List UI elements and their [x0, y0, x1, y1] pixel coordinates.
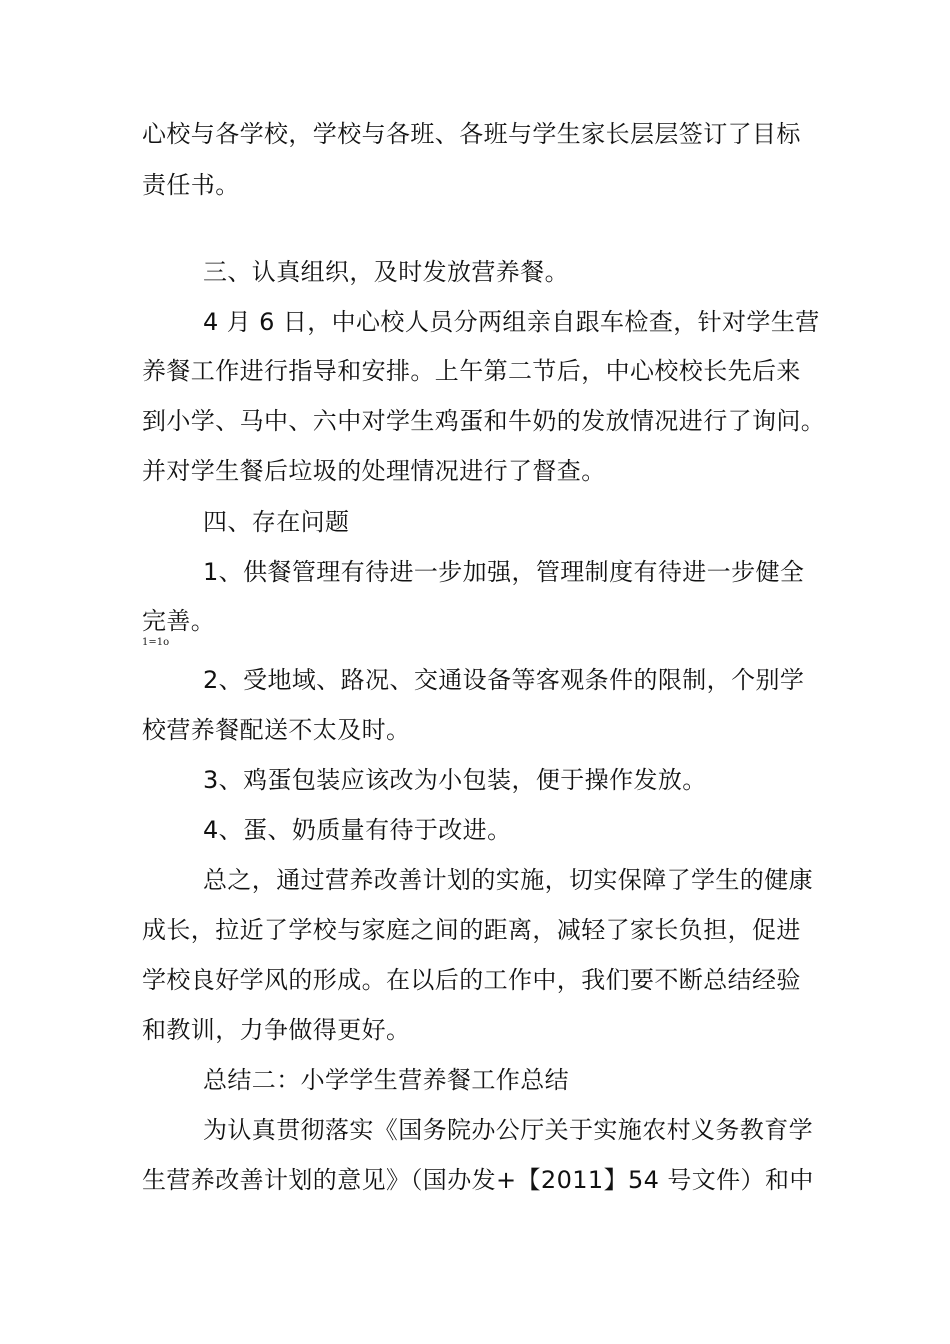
paragraph-line: 心校与各学校，学校与各班、各班与学生家长层层签订了目标: [142, 120, 801, 148]
paragraph-line: 成长，拉近了学校与家庭之间的距离，减轻了家长负担，促进: [142, 916, 801, 944]
list-item-4: 4、蛋、奶质量有待于改进。: [203, 816, 512, 844]
section-heading-4: 四、存在问题: [203, 508, 350, 536]
list-item-1: 1、供餐管理有待进一步加强，管理制度有待进一步健全: [203, 558, 805, 586]
paragraph-line: 责任书。: [142, 171, 240, 199]
section-heading-3: 三、认真组织，及时发放营养餐。: [203, 258, 569, 286]
paragraph-line: 为认真贯彻落实《国务院办公厅关于实施农村义务教育学: [203, 1116, 813, 1144]
section-title: 总结二：小学学生营养餐工作总结: [203, 1066, 569, 1094]
paragraph-line: 总之，通过营养改善计划的实施，切实保障了学生的健康: [203, 866, 813, 894]
paragraph-line: 并对学生餐后垃圾的处理情况进行了督查。: [142, 457, 606, 485]
paragraph-line: 生营养改善计划的意见》（国办发+【2011】54 号文件）和中: [142, 1166, 814, 1194]
list-item-2-continuation: 校营养餐配送不太及时。: [142, 716, 411, 744]
paragraph-line: 学校良好学风的形成。在以后的工作中，我们要不断总结经验: [142, 966, 801, 994]
paragraph-line: 养餐工作进行指导和安排。上午第二节后，中心校校长先后来: [142, 357, 801, 385]
paragraph-line: 和教训，力争做得更好。: [142, 1016, 411, 1044]
list-item-1-continuation: 完善。: [142, 607, 216, 635]
small-mark: 1=1o: [142, 637, 170, 648]
paragraph-line: 4 月 6 日，中心校人员分两组亲自跟车检查，针对学生营: [203, 308, 820, 336]
list-item-3: 3、鸡蛋包装应该改为小包装，便于操作发放。: [203, 766, 707, 794]
paragraph-line: 到小学、马中、六中对学生鸡蛋和牛奶的发放情况进行了询问。: [142, 407, 826, 435]
list-item-2: 2、受地域、路况、交通设备等客观条件的限制，个别学: [203, 666, 805, 694]
